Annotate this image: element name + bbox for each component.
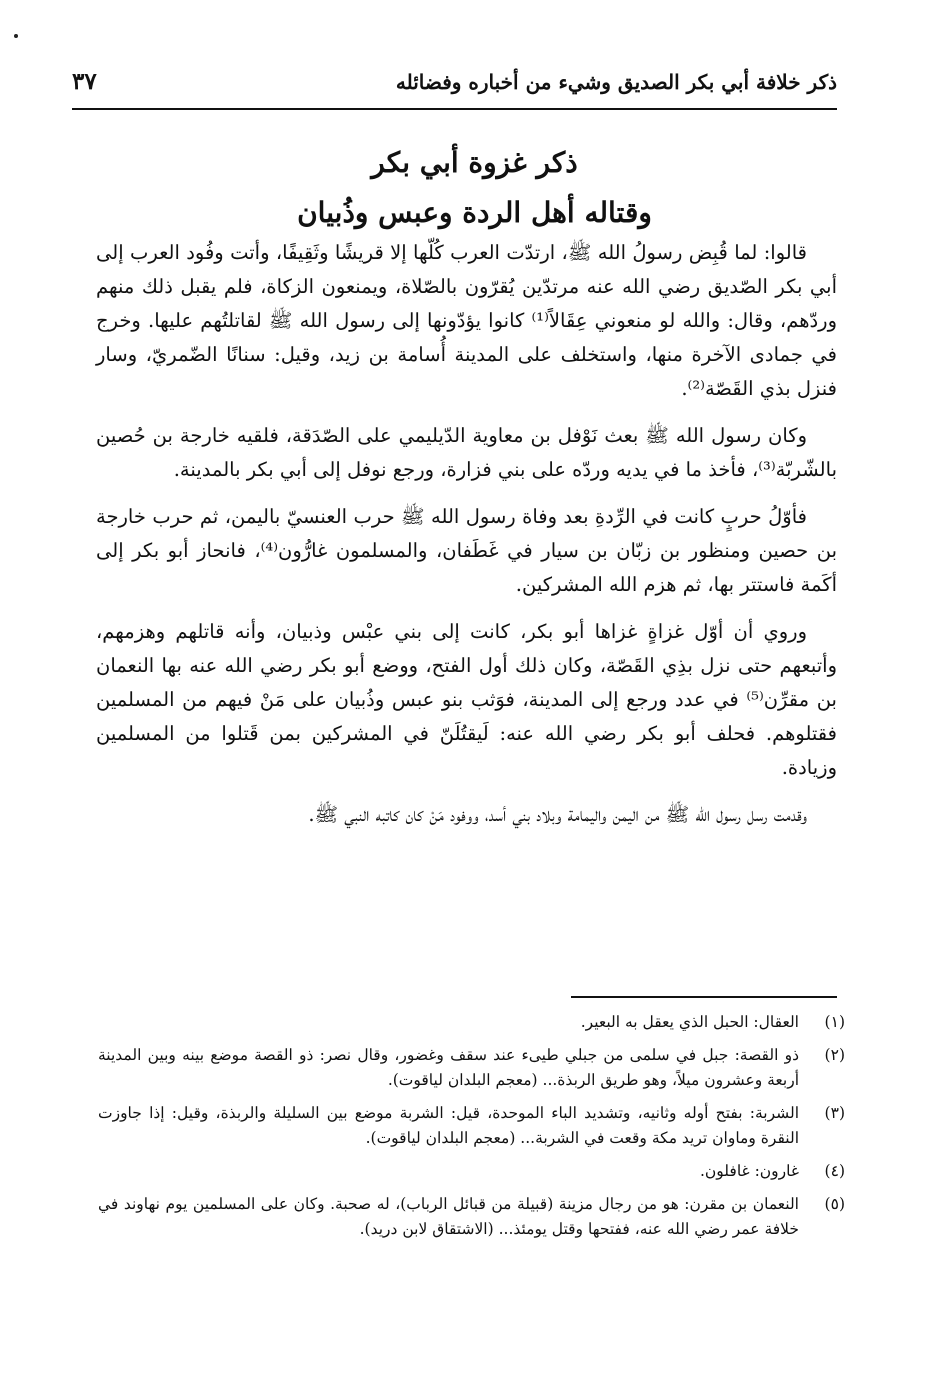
footnote <box>98 1101 845 1151</box>
footnote-text: النعمان بن مقرن: هو من رجال مزينة (قبيلة من قبائل الرباب)، له صحبة. وكان على المسلمين يوم نهاوند في خلافة عمر رضي الله عنه، ففتحها وقتل يومئذ... (الاشتقاق لابن دريد). <box>98 1195 799 1238</box>
footnote-text: غارون: غافلون. <box>699 1162 799 1180</box>
footnote-number: (٥) <box>824 1195 845 1213</box>
chapter-title-line-2: وقتاله أهل الردة وعبس وذُبيان <box>297 196 652 229</box>
body-text <box>96 236 837 845</box>
footnote <box>98 1192 845 1242</box>
footnote-number: (٢) <box>824 1046 845 1064</box>
footnote <box>98 1043 845 1093</box>
footnote-rule <box>571 996 837 998</box>
page-number: ٣٧ <box>72 68 97 95</box>
footnote-number: (١) <box>824 1013 845 1031</box>
footnote-text: العقال: الحبل الذي يعقل به البعير. <box>580 1013 799 1031</box>
running-title: ذكر خلافة أبي بكر الصديق وشيء من أخباره وفضائله <box>395 70 837 94</box>
paragraph: قالوا: لما قُبِض رسولُ الله ﷺ، ارتدّت العرب كُلّها إلا قريشًا وثَقِيفًا، وأتت وفُود العرب إلى أبي بكر الصّديق رضي الله عنه مرتدّين يُقرّون بالصّلاة، ويمنعون الزكاة، فلم يقبل ذلك منهم وردّهم، وقال: والله لو منعوني عِقَالاً⁽¹⁾ كانوا يؤدّونها إلى رسول الله ﷺ لقاتلتُهم عليها. وخرج في جمادى الآخرة منها، واستخلف على المدينة أُسامة بن زيد، وقيل: سنانًا الضّمريّ، وسار فنزل بذي القَصّة⁽²⁾. <box>96 241 838 400</box>
scan-speck <box>14 34 18 38</box>
footnote-text: ذو القصة: جبل في سلمى من جبلي طيىء عند سقف وغضور، وقال نصر: ذو القصة موضع بينه وبين المدينة أربعة وعشرون ميلاً، وهو طريق الربذة... (معجم البلدان لياقوت). <box>98 1046 799 1089</box>
running-header <box>72 66 837 104</box>
footnote <box>98 1159 845 1184</box>
footnotes <box>98 1010 845 1250</box>
footnote <box>98 1010 845 1035</box>
paragraph: وقدمت رسل رسول الله ﷺ من اليمن واليمامة وبلاد بني أسد، ووفود مَنْ كان كاتبه النبي ﷺ. <box>308 803 807 826</box>
footnote-text: الشربة: بفتح أوله وثانيه، وتشديد الباء الموحدة، قيل: الشربة موضع بين السليلة والربذة، وقيل: إذا جاوزت النقرة وماوان تريد مكة وقعت في الشربة... (معجم البلدان لياقوت). <box>98 1104 799 1147</box>
paragraph: وروي أن أوّل غزاةٍ غزاها أبو بكر، كانت إلى بني عبْس وذبيان، وأنه قاتلهم وهزمهم، وأتبعهم حتى نزل بذِي القَصّة، وكان ذلك أول الفتح، ووضع أبو بكر رضي الله عنه بها النعمان بن مقرِّن⁽⁵⁾ في عدد ورجع إلى المدينة، فوَثب بنو عبس وذُبيان على مَنْ فيهم من المسلمين فقتلوهم. فحلف أبو بكر رضي الله عنه: لَيقتُلَنّ في المشركين بمن قَتلوا من المسلمين وزيادة. <box>96 620 837 779</box>
paragraph: وكان رسول الله ﷺ بعث نَوْفل بن معاوية الدّيليمي على الصّدَقة، فلقيه خارجة بن حُصين بالشّربّة⁽³⁾، فأخذ ما في يديه وردّه على بني فزارة، ورجع نوفل إلى أبي بكر بالمدينة. <box>96 424 837 481</box>
chapter-title <box>110 138 839 238</box>
footnote-number: (٣) <box>824 1104 845 1122</box>
chapter-title-line-1: ذكر غزوة أبي بكر <box>371 146 578 179</box>
paragraph: فأوّلُ حربٍ كانت في الرِّدةِ بعد وفاة رسول الله ﷺ حرب العنسيّ باليمن، ثم حرب خارجة بن حصين ومنظور بن زبّان بن سيار في غَطَفان، والمسلمون غارُّون⁽⁴⁾، فانحاز أبو بكر إلى أكَمة فاستتر بها، ثم هزم الله المشركين. <box>96 505 837 596</box>
header-rule <box>72 108 837 110</box>
footnote-number: (٤) <box>824 1162 845 1180</box>
